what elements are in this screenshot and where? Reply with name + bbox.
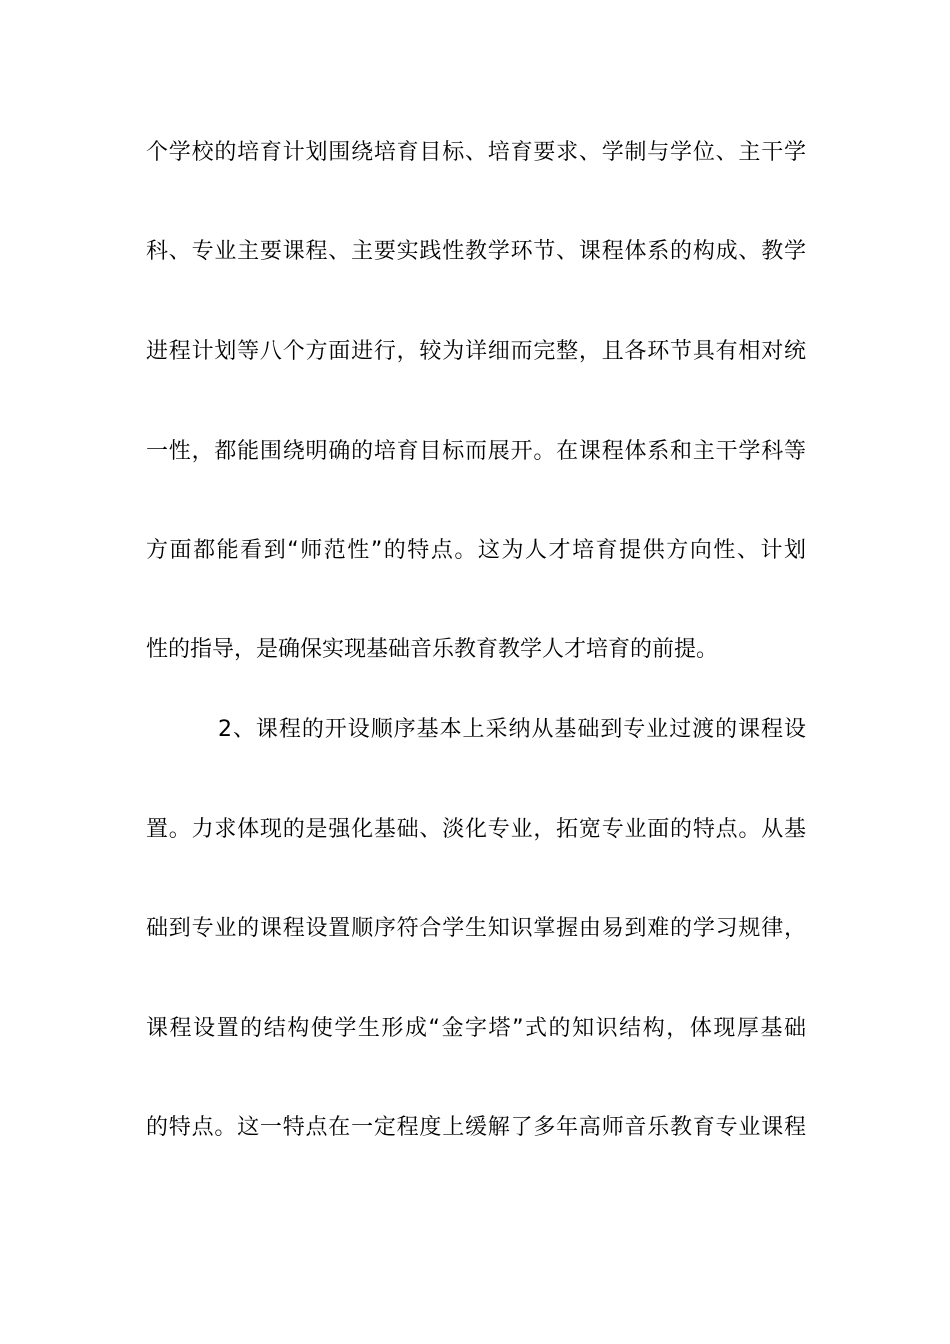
text-line: 性的指导，是确保实现基础音乐教育教学人才培育的前提。 — [146, 637, 719, 662]
text-line: 一性，都能围绕明确的培育目标而展开。在课程体系和主干学科等 — [146, 439, 806, 464]
text-line: 的特点。这一特点在一定程度上缓解了多年高师音乐教育专业课程 — [146, 1115, 806, 1140]
text-line: 课程设置的结构使学生形成“金字塔”式的知识结构，体现厚基础 — [146, 1016, 806, 1041]
text-line: 2、课程的开设顺序基本上采纳从基础到专业过渡的课程设 — [218, 717, 806, 742]
text-line: 进程计划等八个方面进行，较为详细而完整，且各环节具有相对统 — [146, 339, 806, 364]
text-line: 础到专业的课程设置顺序符合学生知识掌握由易到难的学习规律， — [146, 916, 806, 941]
text-line: 方面都能看到“师范性”的特点。这为人才培育提供方向性、计划 — [146, 538, 806, 563]
text-line: 个学校的培育计划围绕培育目标、培育要求、学制与学位、主干学 — [146, 140, 806, 165]
text-line: 科、专业主要课程、主要实践性教学环节、课程体系的构成、教学 — [146, 239, 806, 264]
text-line: 置。力求体现的是强化基础、淡化专业，拓宽专业面的特点。从基 — [146, 817, 806, 842]
